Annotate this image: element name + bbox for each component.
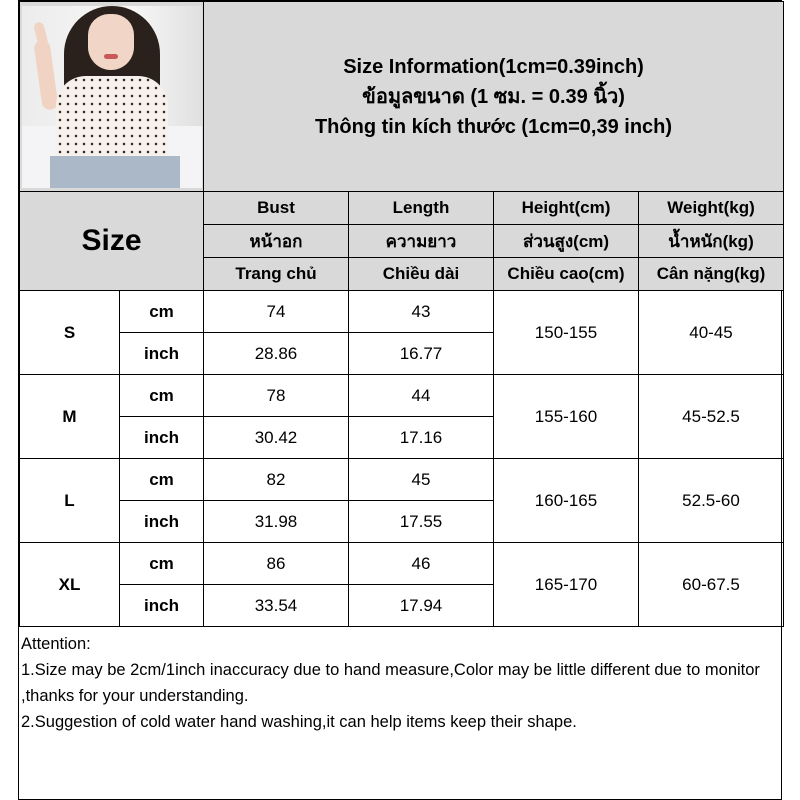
m-length-cm: 44 <box>349 375 494 417</box>
xl-bust-cm: 86 <box>204 543 349 585</box>
col-length-en: Length <box>349 192 494 225</box>
xl-bust-inch: 33.54 <box>204 585 349 627</box>
unit-inch: inch <box>120 333 204 375</box>
m-bust-inch: 30.42 <box>204 417 349 459</box>
s-length-inch: 16.77 <box>349 333 494 375</box>
unit-inch: inch <box>120 585 204 627</box>
m-weight: 45-52.5 <box>639 375 784 459</box>
unit-cm: cm <box>120 291 204 333</box>
size-info-title <box>204 2 784 192</box>
size-table <box>19 1 784 627</box>
title-vietnamese: Thông tin kích thước (1cm=0,39 inch) <box>314 115 673 138</box>
col-height-vi: Chiều cao(cm) <box>494 258 639 291</box>
size-xl-label: XL <box>20 543 120 627</box>
xl-weight: 60-67.5 <box>639 543 784 627</box>
size-m-label: M <box>20 375 120 459</box>
col-weight-vi: Cân nặng(kg) <box>639 258 784 291</box>
product-photo <box>22 6 202 188</box>
s-bust-inch: 28.86 <box>204 333 349 375</box>
s-length-cm: 43 <box>349 291 494 333</box>
l-height: 160-165 <box>494 459 639 543</box>
product-photo-cell <box>20 2 204 192</box>
m-height: 155-160 <box>494 375 639 459</box>
col-bust-en: Bust <box>204 192 349 225</box>
title-english: Size Information(1cm=0.39inch) <box>343 55 644 78</box>
l-weight: 52.5-60 <box>639 459 784 543</box>
l-bust-cm: 82 <box>204 459 349 501</box>
size-s-label: S <box>20 291 120 375</box>
col-weight-en: Weight(kg) <box>639 192 784 225</box>
unit-cm: cm <box>120 459 204 501</box>
xl-length-cm: 46 <box>349 543 494 585</box>
col-height-th: ส่วนสูง(cm) <box>494 225 639 258</box>
unit-cm: cm <box>120 543 204 585</box>
l-length-inch: 17.55 <box>349 501 494 543</box>
col-length-vi: Chiều dài <box>349 258 494 291</box>
size-header: Size <box>20 192 204 291</box>
l-length-cm: 45 <box>349 459 494 501</box>
l-bust-inch: 31.98 <box>204 501 349 543</box>
col-bust-th: หน้าอก <box>204 225 349 258</box>
title-thai: ข้อมูลขนาด (1 ซม. = 0.39 นิ้ว) <box>362 85 625 108</box>
attention-notes <box>19 629 783 737</box>
s-bust-cm: 74 <box>204 291 349 333</box>
s-weight: 40-45 <box>639 291 784 375</box>
m-bust-cm: 78 <box>204 375 349 417</box>
unit-inch: inch <box>120 417 204 459</box>
col-height-en: Height(cm) <box>494 192 639 225</box>
attention-item-2: 2.Suggestion of cold water hand washing,it can help items keep their shape. <box>21 713 577 731</box>
size-chart <box>18 0 782 800</box>
size-l-label: L <box>20 459 120 543</box>
m-length-inch: 17.16 <box>349 417 494 459</box>
unit-inch: inch <box>120 501 204 543</box>
col-bust-vi: Trang chủ <box>204 258 349 291</box>
s-height: 150-155 <box>494 291 639 375</box>
col-length-th: ความยาว <box>349 225 494 258</box>
unit-cm: cm <box>120 375 204 417</box>
xl-height: 165-170 <box>494 543 639 627</box>
xl-length-inch: 17.94 <box>349 585 494 627</box>
attention-item-1: 1.Size may be 2cm/1inch inaccuracy due to hand measure,Color may be little different due to monitor ,thanks for your understanding. <box>21 661 760 705</box>
attention-title: Attention: <box>21 635 91 653</box>
col-weight-th: น้ำหนัก(kg) <box>639 225 784 258</box>
